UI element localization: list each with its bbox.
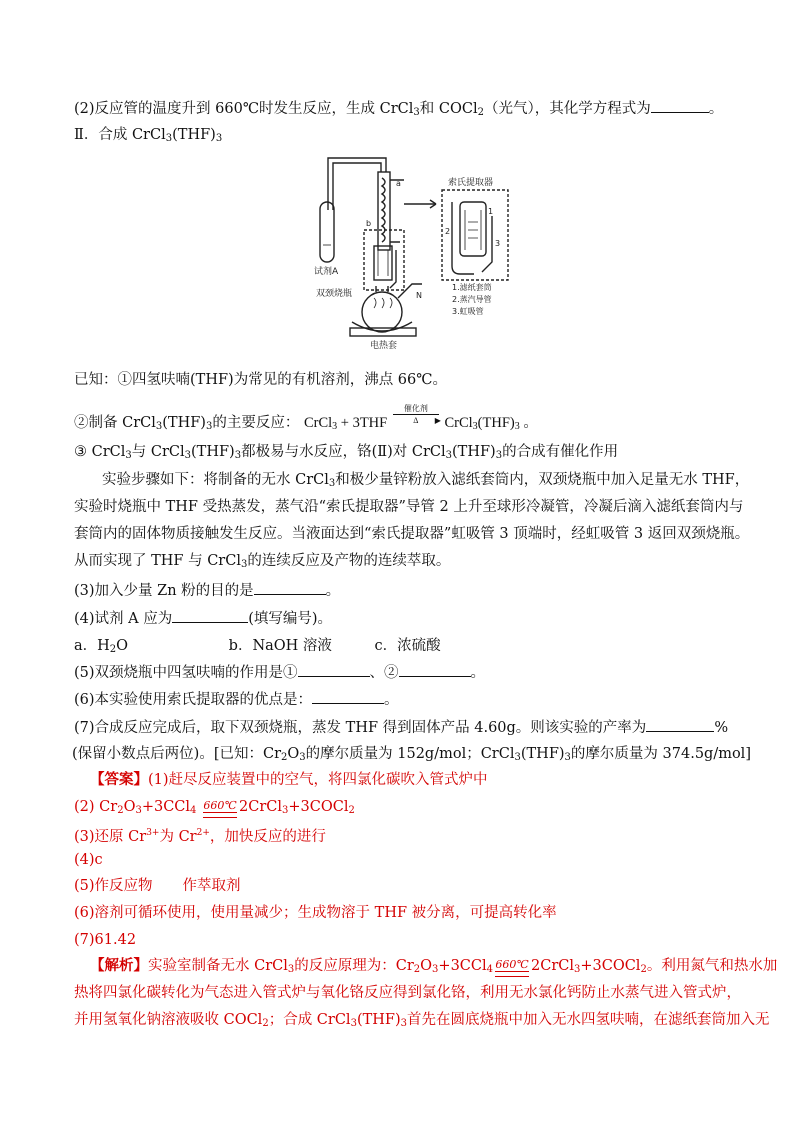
explanation-line-2: 热将四氯化碳转化为气态进入管式炉与氧化铬反应得到氯化铬，利用无水氯化钙防止水蒸气进入管式炉，	[74, 985, 741, 1001]
steps-line-2: 实验时烧瓶中 THF 受热蒸发，蒸气沿“索氏提取器”导管 2 上升至球形冷凝管，冷凝后滴入滤纸套筒内与	[74, 499, 744, 515]
explanation-tag: 【解析】	[90, 957, 148, 974]
question-6: (6)本实验使用索氏提取器的优点是： 。	[74, 689, 399, 710]
legend-3: 3.虹吸管	[452, 307, 484, 316]
answer-7: (7)61.42	[74, 932, 137, 948]
legend-2: 2.蒸汽导管	[452, 295, 492, 304]
known-1: 已知：①四氢呋喃(THF)为常见的有机溶剂，沸点 66℃。	[74, 372, 447, 388]
label-reagent-a: 试剂A	[314, 267, 339, 277]
explanation-line-1: 【解析】实验室制备无水 CrCl$_3$的反应原理为：$Cr_2O_3+3CCl_4$ 660℃ 2CrCl$_3$+3COCl$_2$。利用氮气和热水加	[90, 957, 778, 975]
known-3: ③ CrCl$_3$与 $CrCl_3(THF)_3$都极易与水反应，铬(Ⅱ)对 $CrCl_3(THF)_3$的合成有催化作用	[74, 444, 619, 461]
label-1: 1	[488, 207, 494, 216]
answer-6: (6)溶剂可循环使用，使用量减少；生成物溶于 THF 被分离，可提高转化率	[74, 905, 557, 921]
question-4: (4)试剂 A 应为 (填写编号)。	[74, 608, 332, 629]
label-b: b	[366, 219, 372, 228]
question-4-options: a．$H_2O$ b．NaOH 溶液 c．浓硫酸	[74, 638, 441, 655]
question-7: (7)合成反应完成后，取下双颈烧瓶，蒸发 THF 得到固体产品 4.60g。则该实验的产率为 %	[74, 717, 728, 738]
label-n2: N	[416, 291, 422, 300]
label-a: a	[396, 179, 401, 188]
label-3: 3	[495, 239, 501, 248]
question-3: (3)加入少量 Zn 粉的目的是 。	[74, 580, 340, 601]
question-2: (2)反应管的温度升到 660℃时发生反应，生成 CrCl$_3$和 COCl$_2$（光气），其化学方程式为 。	[74, 98, 723, 123]
apparatus-diagram	[312, 150, 528, 350]
answer-3: (3)还原 $Cr^{3+}$为 $Cr^{2+}$，加快反应的进行	[74, 828, 326, 845]
answer-1: 【答案】(1)赶尽反应装置中的空气，将四氯化碳吹入管式炉中	[90, 771, 488, 788]
known-2: ②制备 $CrCl_3(THF)_3$的主要反应： CrCl$_3$ + 3THF 催化剂 ▶ Δ $CrCl_3(THF)_3$ 。	[74, 404, 538, 432]
question-5: (5)双颈烧瓶中四氢呋喃的作用是① 、② 。	[74, 662, 485, 683]
section-2-title: Ⅱ．合成 $CrCl_3(THF)_3$	[74, 127, 223, 144]
label-flask: 双颈烧瓶	[316, 289, 353, 299]
answer-5: (5)作反应物 作萃取剂	[74, 878, 241, 894]
steps-line-1: 实验步骤如下：将制备的无水 CrCl$_3$和极少量锌粉放入滤纸套筒内，双颈烧瓶中加入足量无水 THF，	[102, 472, 750, 489]
explanation-line-3: 并用氢氧化钠溶液吸收 COCl$_2$；合成 $CrCl_3(THF)_3$首先在圆底烧瓶中加入无水四氢呋喃，在滤纸套筒加入无	[74, 1012, 770, 1029]
question-7-note: (保留小数点后两位)。[已知：$Cr_2O_3$的摩尔质量为 152g/mol；$CrCl_3(THF)_3$的摩尔质量为 374.5g/mol]	[72, 746, 751, 763]
label-heater: 电热套	[370, 341, 398, 350]
legend-1: 1.滤纸套筒	[452, 283, 492, 292]
steps-line-4: 从而实现了 THF 与 CrCl$_3$的连续反应及产物的连续萃取。	[74, 553, 451, 570]
answer-tag: 【答案】	[90, 771, 148, 788]
answer-2: (2) $Cr_2O_3+3CCl_4$ 660℃ 2CrCl$_3$+3COCl$_2$	[74, 799, 355, 816]
label-2: 2	[445, 227, 451, 236]
steps-line-3: 套筒内的固体物质接触发生反应。当液面达到“索氏提取器”虹吸管 3 顶端时，经虹吸管 3 返回双颈烧瓶。	[74, 526, 750, 542]
answer-4: (4)c	[74, 852, 103, 868]
label-soxhlet: 索氏提取器	[448, 178, 494, 188]
